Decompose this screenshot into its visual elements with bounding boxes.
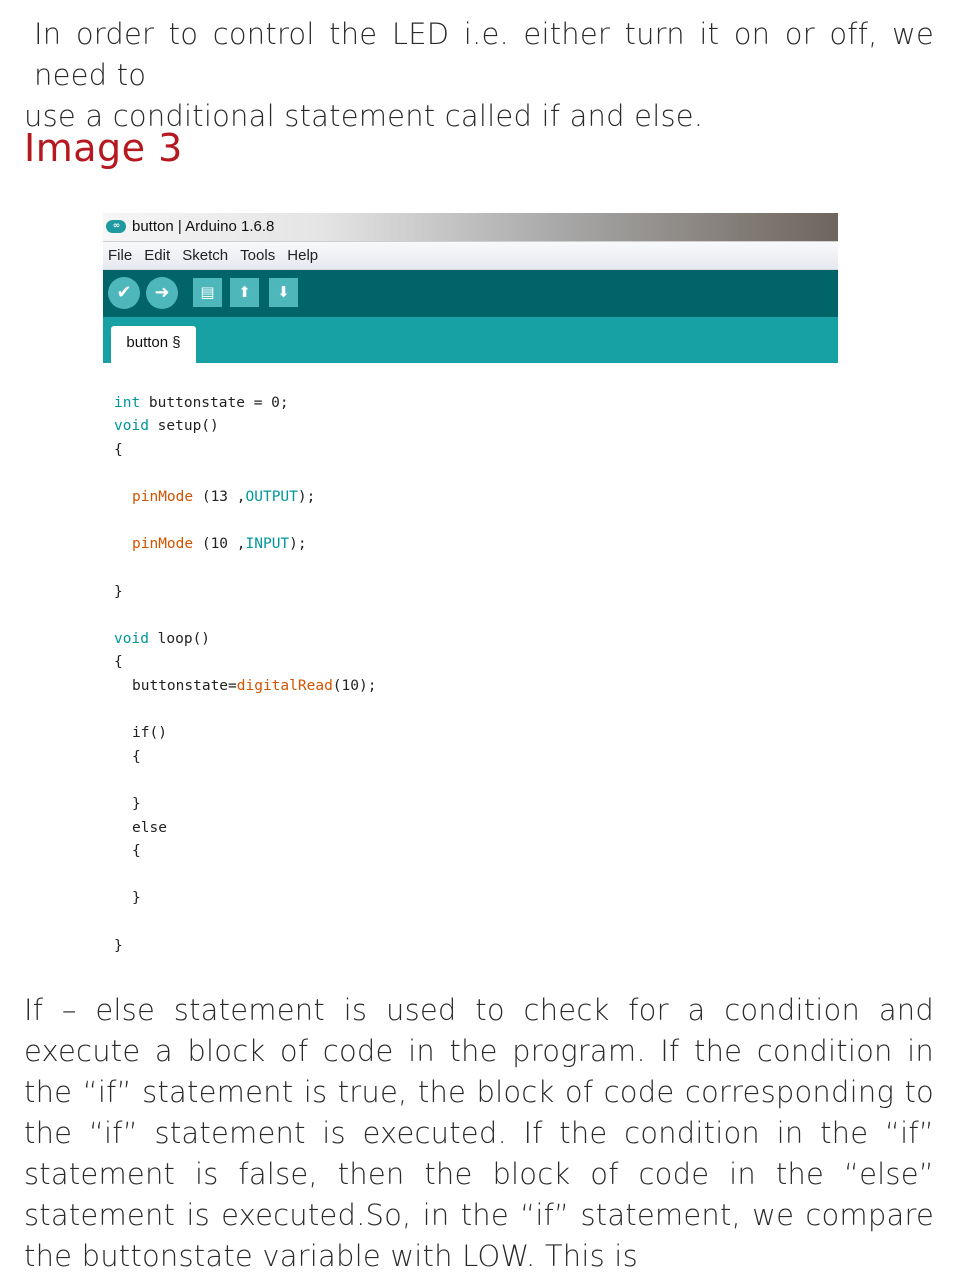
intro-paragraph (24, 14, 934, 137)
window-title: button | Arduino 1.6.8 (132, 218, 275, 235)
section-heading: Image 3 (24, 126, 183, 170)
menu-bar (103, 242, 838, 270)
code-line: if() (132, 725, 167, 741)
arduino-ide-screenshot (103, 213, 838, 363)
open-icon[interactable]: ⬆ (230, 278, 259, 307)
menu-file[interactable]: File (108, 247, 133, 264)
code-line: } (132, 890, 141, 906)
code-line: pinMode (10 ,INPUT); (132, 536, 307, 552)
intro-line-1: In order to control the LED i.e. either turn it on or off, we need to (34, 17, 934, 92)
ide-toolbar (103, 270, 838, 317)
save-icon[interactable]: ⬇ (269, 278, 298, 307)
code-line: else (132, 820, 167, 836)
menu-sketch[interactable]: Sketch (182, 247, 229, 264)
menu-help[interactable]: Help (287, 247, 319, 264)
menu-tools[interactable]: Tools (240, 247, 276, 264)
new-icon[interactable]: ▤ (193, 278, 222, 307)
code-line: buttonstate=digitalRead(10); (132, 678, 377, 694)
tab-bar (103, 317, 838, 363)
code-line: int buttonstate = 0; (114, 395, 289, 411)
intro-line-2: use a conditional statement called if and else. (24, 99, 704, 133)
code-line: } (132, 796, 141, 812)
menu-edit[interactable]: Edit (144, 247, 171, 264)
code-line: { (132, 749, 141, 765)
code-line: void loop() (114, 631, 211, 647)
upload-icon[interactable]: ➜ (146, 277, 178, 309)
verify-icon[interactable]: ✔ (108, 277, 140, 309)
code-line: } (114, 584, 123, 600)
code-line: void setup() (114, 418, 219, 434)
code-line: } (114, 938, 123, 954)
code-line: pinMode (13 ,OUTPUT); (132, 489, 316, 505)
arduino-logo-icon: ∞ (106, 220, 126, 233)
code-line: { (114, 654, 123, 670)
tab-button-sketch[interactable]: button § (111, 326, 196, 363)
code-line: { (132, 843, 141, 859)
window-titlebar (103, 213, 838, 242)
explanation-paragraph: If – else statement is used to check for a condition and execute a block of code in the program. If the condition in the “if” statement is true, the block of code corresponding to the “if” statement is executed. If the condition in the “if” statement is false, then the block of code in the “else” statement is executed.So, in the “if” statement, we compare the buttonstate variable with LOW. This is (24, 993, 934, 1273)
code-line: { (114, 442, 123, 458)
